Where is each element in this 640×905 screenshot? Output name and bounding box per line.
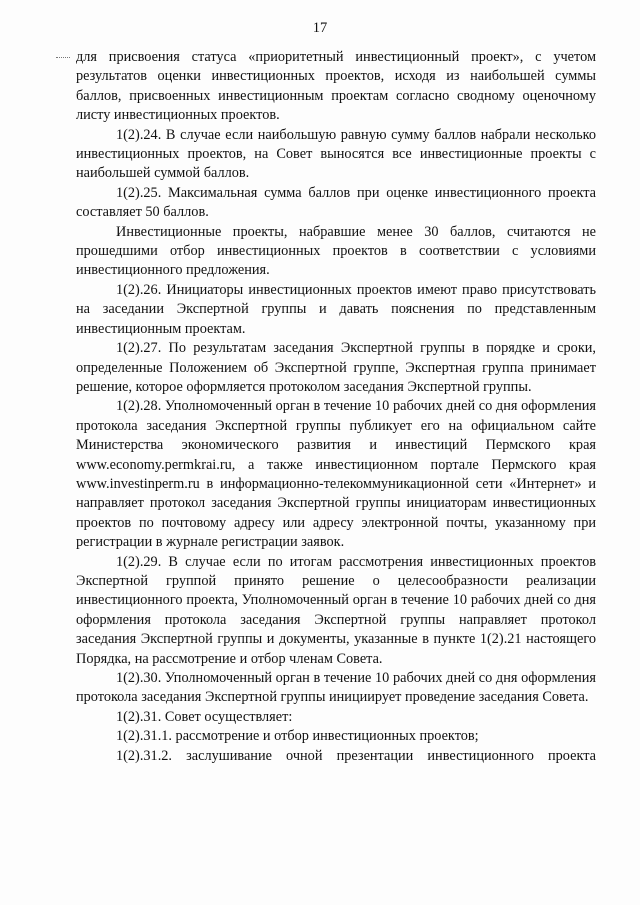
paragraph-1-2-24: 1(2).24. В случае если наибольшую равную сумму баллов набрали несколько инвестиционных проектов, на Совет выносятся все инвестиционные проекты с наибольшей суммой баллов. <box>76 126 596 182</box>
document-body <box>76 48 596 766</box>
margin-mark <box>56 57 70 60</box>
paragraph-1-2-25: 1(2).25. Максимальная сумма баллов при оценке инвестиционного проекта составляет 50 баллов. <box>76 184 596 221</box>
paragraph-1-2-26: 1(2).26. Инициаторы инвестиционных проектов имеют право присутствовать на заседании Экспертной группы и давать пояснения по представленным инвестиционным проектам. <box>76 281 596 337</box>
paragraph-1-2-30: 1(2).30. Уполномоченный орган в течение 10 рабочих дней со дня оформления протокола заседания Экспертной группы инициирует проведение заседания Совета. <box>76 670 596 706</box>
paragraph-1-2-29: 1(2).29. В случае если по итогам рассмотрения инвестиционных проектов Экспертной группой принято решение о целесообразности реализации инвестиционного проекта, Уполномоченный орган в течение 10 рабочих дней со дня оформления протокола заседания Экспертной группы направляет протокол заседания Экспертной группы и документы, указанные в пункте 1(2).21 настоящего Порядка, на рассмотрение и отбор членам Совета. <box>76 553 596 667</box>
paragraph-1-2-31: 1(2).31. Совет осуществляет: <box>116 708 293 725</box>
paragraph-min-score: Инвестиционные проекты, набравшие менее 30 баллов, считаются не прошедшими отбор инвестиционных проектов в соответствии с условиями инвестиционного предложения. <box>76 223 596 279</box>
paragraph-1-2-27: 1(2).27. По результатам заседания Экспертной группы в порядке и сроки, определенные Положением об Экспертной группе, Экспертная группа принимает решение, которое оформляется протоколом заседания Экспертной группы. <box>76 340 596 395</box>
paragraph-1-2-31-1: 1(2).31.1. рассмотрение и отбор инвестиционных проектов; <box>116 728 479 745</box>
paragraph-1-2-31-2: 1(2).31.2. заслушивание очной презентации инвестиционного проекта <box>116 747 596 764</box>
paragraph-1-2-28: 1(2).28. Уполномоченный орган в течение 10 рабочих дней со дня оформления протокола заседания Экспертной группы публикует его на официальном сайте Министерства экономического развития и инвестиций Пермского края www.economy.permkrai.ru, а также инвестиционном портале Пермского края www.investinperm.ru в информационно-телекоммуникационной сети «Интернет» и направляет протокол заседания Экспертной группы инициаторам инвестиционных проектов по почтовому адресу или адресу электронной почты, указанному при регистрации в журнале регистрации заявок. <box>76 398 596 551</box>
page-number: 17 <box>312 20 328 36</box>
paragraph-continuation: для присвоения статуса «приоритетный инвестиционный проект», с учетом результатов оценки инвестиционных проектов, исходя из наибольшей суммы баллов, присвоенных инвестиционным проектам согласно сводному оценочному листу инвестиционных проектов. <box>76 49 596 124</box>
